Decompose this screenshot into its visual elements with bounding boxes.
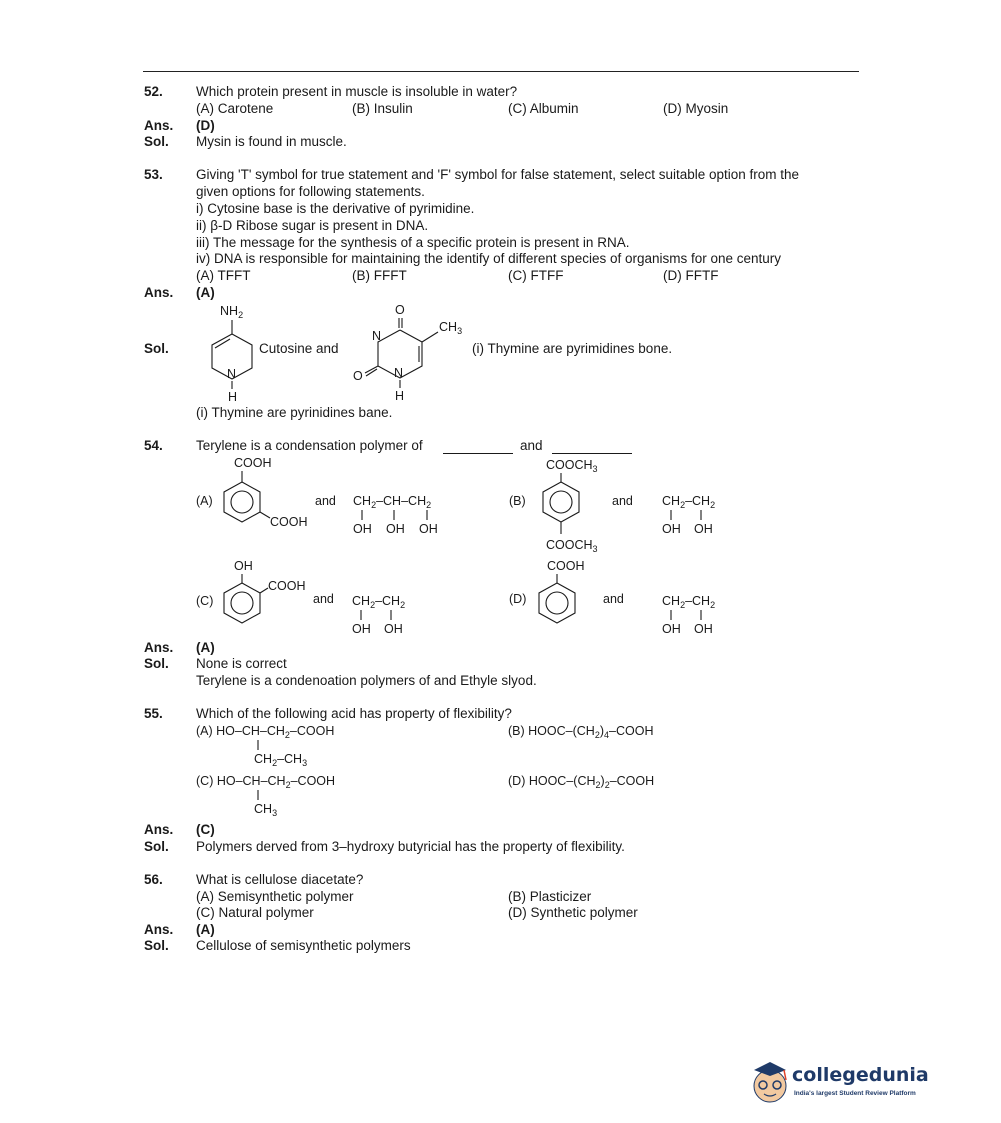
q52-option-b: (B) Insulin <box>352 101 413 116</box>
svg-text:N: N <box>227 367 237 381</box>
svg-text:CH2–CH3: $CH_2-CH_3$ <box>254 752 308 768</box>
q52-option-d: (D) Myosin <box>663 101 729 116</box>
q56-solution: Cellulose of semisynthetic polymers <box>196 938 411 953</box>
q56-number: 56. <box>144 872 163 887</box>
svg-text:COOCH3: $COOCH_3$ <box>546 538 598 554</box>
svg-text:(B) HOOC–(CH2)4–COOH: (B) HOOC–$(CH_2)_4$–COOH <box>508 724 654 740</box>
svg-text:COOH: COOH <box>547 559 585 573</box>
q55-sol-label: Sol. <box>144 839 169 854</box>
svg-text:OH: OH <box>694 522 713 536</box>
q56-option-c: (C) Natural polymer <box>196 905 314 920</box>
svg-text:OH: OH <box>234 559 253 573</box>
svg-text:OH: OH <box>353 522 372 536</box>
q54-and: and <box>520 438 543 453</box>
svg-text:NH2: $NH_2$ <box>220 304 244 320</box>
svg-text:OH: OH <box>694 622 713 636</box>
q53-answer: (A) <box>196 285 215 300</box>
svg-text:COOH: COOH <box>268 579 306 593</box>
q55-ans-label: Ans. <box>144 822 174 837</box>
q53-statement-1: i) Cytosine base is the derivative of pyrimidine. <box>196 201 475 216</box>
svg-text:(D): (D) <box>509 592 527 606</box>
q56-answer: (A) <box>196 922 215 937</box>
q52-sol-label: Sol. <box>144 134 169 149</box>
svg-text:COOCH3: $COOCH_3$ <box>546 458 598 474</box>
q54-number: 54. <box>144 438 163 453</box>
q52-option-a: (A) Carotene <box>196 101 274 116</box>
q53-statement-2: ii) β-D Ribose sugar is present in DNA. <box>196 218 429 233</box>
svg-text:COOH: COOH <box>270 515 308 529</box>
svg-text:(C): (C) <box>196 594 214 608</box>
q52-number: 52. <box>144 84 163 99</box>
svg-text:(D) HOOC–(CH2)2–COOH: (D) HOOC–$(CH_2)_2$–COOH <box>508 774 655 790</box>
q53-ans-label: Ans. <box>144 285 174 300</box>
q53-sol-middle: Cutosine and <box>259 341 339 356</box>
q54-option-a-structure <box>190 452 460 547</box>
svg-text:and: and <box>315 494 336 508</box>
top-rule <box>143 71 859 72</box>
svg-text:O: O <box>395 303 405 317</box>
q54-ans-label: Ans. <box>144 640 174 655</box>
q56-option-b: (B) Plasticizer <box>508 889 592 904</box>
svg-text:and: and <box>603 592 624 606</box>
svg-text:and: and <box>313 592 334 606</box>
q54-option-d-structure <box>505 555 735 640</box>
svg-text:OH: OH <box>352 622 371 636</box>
q56-ans-label: Ans. <box>144 922 174 937</box>
q53-option-d: (D) FFTF <box>663 268 719 283</box>
q54-sol-label: Sol. <box>144 656 169 671</box>
q54-question: Terylene is a condensation polymer of <box>196 438 423 453</box>
svg-text:OH: OH <box>419 522 438 536</box>
q55-option-b-formula <box>506 719 706 743</box>
q53-option-b: (B) FFFT <box>352 268 407 283</box>
svg-text:(A): (A) <box>196 494 213 508</box>
svg-text:CH3: $CH_3$ <box>254 802 278 818</box>
q54-solution-line2: Terylene is a condenoation polymers of and Ethyle slyod. <box>196 673 537 688</box>
q53-option-c: (C) FTFF <box>508 268 564 283</box>
q53-option-a: (A) TFFT <box>196 268 251 283</box>
q55-option-d-formula <box>506 769 706 793</box>
logo-tagline: India's largest Student Review Platform <box>794 1090 916 1097</box>
mascot-icon <box>748 1056 792 1108</box>
q54-option-c-structure <box>190 555 430 640</box>
svg-text:N: N <box>394 366 404 380</box>
svg-text:(A) HO–CH–CH2–COOH: (A) $HO-CH-CH_2$–COOH <box>196 724 335 740</box>
q55-number: 55. <box>144 706 163 721</box>
svg-text:O: O <box>353 369 363 383</box>
cytosine-structure <box>190 298 270 408</box>
svg-text:(B): (B) <box>509 494 526 508</box>
q54-answer: (A) <box>196 640 215 655</box>
q55-option-a-formula <box>194 719 394 769</box>
svg-text:(C) HO–CH–CH2–COOH: (C) $HO-CH-CH_2$–COOH <box>196 774 336 790</box>
q52-option-c: (C) Albumin <box>508 101 579 116</box>
q53-statement-3: iii) The message for the synthesis of a specific protein is present in RNA. <box>196 235 630 250</box>
logo-wordmark: collegedunia <box>792 1064 929 1086</box>
q53-question-line1: Giving 'T' symbol for true statement and 'F' symbol for false statement, select suitable option from the <box>196 167 800 182</box>
svg-text:OH: OH <box>384 622 403 636</box>
q56-sol-label: Sol. <box>144 938 169 953</box>
q53-sol-right: (i) Thymine are pyrimidines bone. <box>472 341 673 356</box>
svg-text:OH: OH <box>662 522 681 536</box>
thymine-structure <box>345 298 475 408</box>
q55-question: Which of the following acid has property of flexibility? <box>196 706 512 721</box>
svg-text:N: N <box>372 329 382 343</box>
q53-statement-4: iv) DNA is responsible for maintaining the identify of different species of organisms for one century <box>196 251 782 266</box>
svg-text:CH2–CH2: $CH_2-CH_2$ <box>352 594 406 610</box>
q55-answer: (C) <box>196 822 215 837</box>
q52-ans-label: Ans. <box>144 118 174 133</box>
q54-option-b-structure <box>505 452 735 557</box>
q53-question-line2: given options for following statements. <box>196 184 425 199</box>
q56-option-d: (D) Synthetic polymer <box>508 905 638 920</box>
q54-solution-line1: None is correct <box>196 656 287 671</box>
q55-solution: Polymers derved from 3–hydroxy butyricial has the property of flexibility. <box>196 839 625 854</box>
svg-text:H: H <box>228 390 238 404</box>
q52-answer: (D) <box>196 118 215 133</box>
q56-option-a: (A) Semisynthetic polymer <box>196 889 354 904</box>
svg-text:CH2–CH2: $CH_2-CH_2$ <box>662 494 716 510</box>
svg-text:H: H <box>395 389 405 403</box>
svg-text:CH2–CH2: $CH_2-CH_2$ <box>662 594 716 610</box>
q52-question: Which protein present in muscle is insoluble in water? <box>196 84 518 99</box>
svg-text:COOH: COOH <box>234 456 272 470</box>
svg-text:OH: OH <box>662 622 681 636</box>
svg-text:and: and <box>612 494 633 508</box>
svg-text:CH2–CH–CH2: $CH_2-CH-CH_2$ <box>353 494 432 510</box>
q56-question: What is cellulose diacetate? <box>196 872 364 887</box>
collegedunia-logo[interactable] <box>748 1056 928 1108</box>
q55-option-c-formula <box>194 769 394 819</box>
svg-text:OH: OH <box>386 522 405 536</box>
q53-number: 53. <box>144 167 163 182</box>
q52-solution: Mysin is found in muscle. <box>196 134 347 149</box>
q53-sol-below: (i) Thymine are pyrinidines bane. <box>196 405 393 420</box>
svg-text:CH3: $CH_3$ <box>439 320 463 336</box>
q53-sol-label: Sol. <box>144 341 169 356</box>
